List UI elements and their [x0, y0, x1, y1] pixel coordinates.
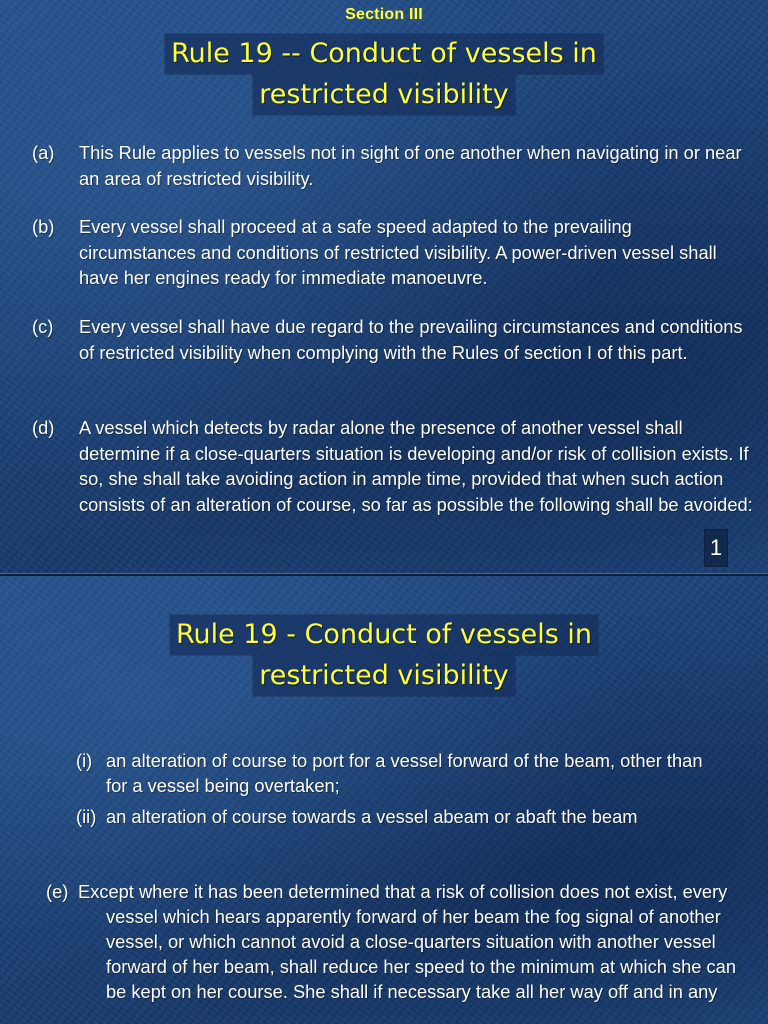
item-text: This Rule applies to vessels not in sight of one another when navigating in or near an area of restricted visibility. [79, 142, 742, 189]
item-marker: (e) [46, 881, 69, 902]
slide-2-title [0, 615, 768, 697]
sub-item-marker: (i) [76, 750, 93, 771]
item-marker: (d) [32, 417, 55, 438]
slide-2-title-line-2: restricted visibility [253, 656, 514, 696]
item-marker: (b) [32, 216, 55, 237]
sub-item-i [76, 748, 716, 798]
sub-item-ii [76, 804, 686, 829]
rule-item-b [32, 214, 744, 291]
slide-1-title [0, 34, 768, 116]
slide-number-badge: 1 [704, 529, 728, 567]
item-text: A vessel which detects by radar alone the presence of another vessel shall determine if a close-quarters situation is developing and/or risk of collision exists. If so, she shall take avoiding action in ample time, provided that when such action consists of an alteration of course, so far as possible the following shall be avoided: [79, 417, 753, 515]
sub-item-marker: (ii) [76, 806, 97, 827]
rule-item-e [46, 879, 736, 1004]
rule-item-a [32, 140, 760, 191]
sub-item-text: an alteration of course towards a vessel abeam or abaft the beam [106, 806, 638, 827]
slide-1-title-line-1: Rule 19 -- Conduct of vessels in [165, 34, 603, 74]
item-text: Except where it has been determined that a risk of collision does not exist, every vessel which hears apparently forward of her beam the fog signal of another vessel, or which cannot avoid a close-quarters situation with another vessel forward of her beam, shall reduce her speed to the minimum at which she can be kept on her course. She shall if necessary take all her way off and in any [78, 881, 737, 1002]
item-marker: (a) [32, 142, 55, 163]
sub-item-text: an alteration of course to port for a vessel forward of the beam, other than for a vessel being overtaken; [106, 750, 703, 796]
rule-item-d [32, 415, 760, 517]
item-text: Every vessel shall proceed at a safe speed adapted to the prevailing circumstances and conditions of restricted visibility. A power-driven vessel shall have her engines ready for immediate manoeuvre. [79, 216, 717, 288]
item-marker: (c) [32, 316, 54, 337]
item-text: Every vessel shall have due regard to the prevailing circumstances and conditions of restricted visibility when complying with the Rules of section I of this part. [79, 316, 743, 363]
slide-2-title-line-1: Rule 19 - Conduct of vessels in [170, 615, 598, 655]
slide-2 [0, 576, 768, 1024]
slide-1-title-line-2: restricted visibility [253, 75, 514, 115]
rule-item-c [32, 314, 760, 365]
section-label: Section III [345, 6, 423, 23]
